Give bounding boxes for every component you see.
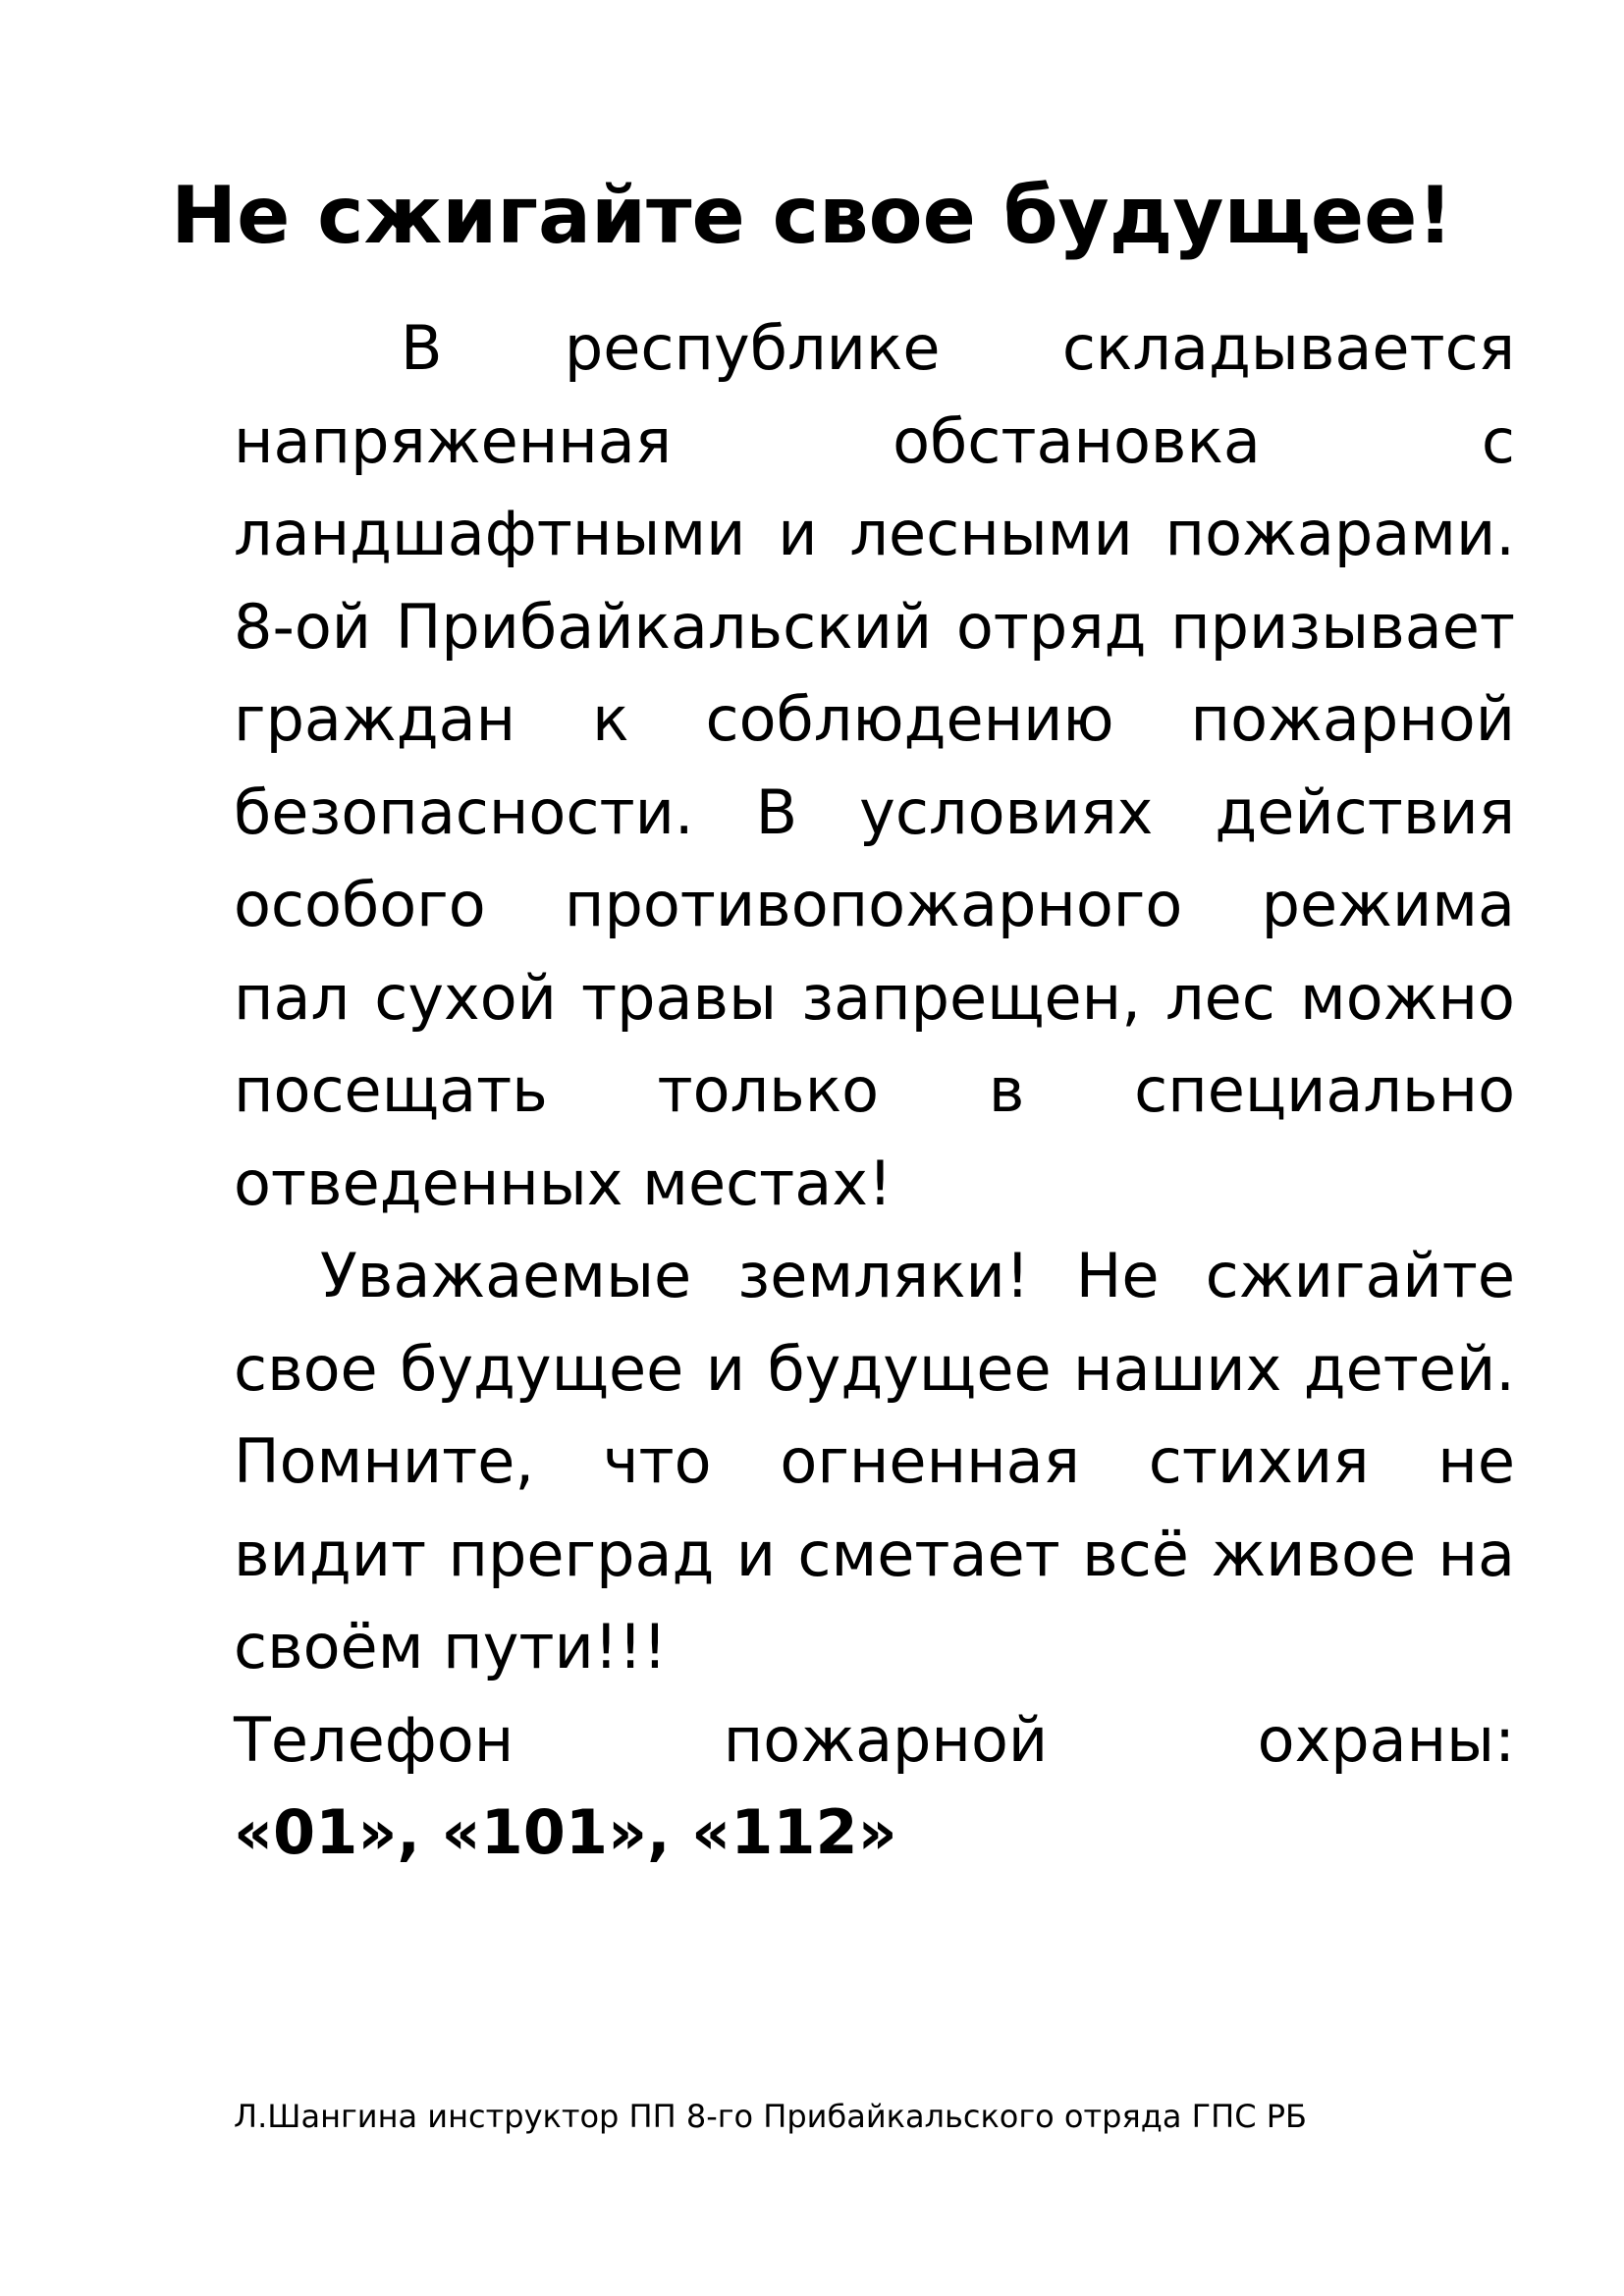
paragraph-appeal: Уважаемые земляки! Не сжигайте свое будущее и будущее наших детей. Помните, что огненная стихия не видит преград и сметает всё живое на своём пути!!! xyxy=(234,1240,1515,1682)
author-signature: Л.Шангина инструктор ПП 8-го Прибайкальского отряда ГПС РБ xyxy=(234,2098,1307,2135)
document-body xyxy=(234,302,1515,1880)
phone-numbers: «01», «101», «112» xyxy=(234,1796,897,1868)
paragraph-situation: В республике складывается напряженная обстановка с ландшафтными и лесными пожарами. 8-ой Прибайкальский отряд призывает граждан к соблюдению пожарной безопасности. В условиях действия особого противопожарного режима пал сухой травы запрещен, лес можно посещать только в специально отведенных местах! xyxy=(234,312,1515,1219)
page-title: Не сжигайте свое будущее! xyxy=(171,170,1453,261)
phone-label: Телефон пожарной охраны: xyxy=(234,1703,1515,1776)
